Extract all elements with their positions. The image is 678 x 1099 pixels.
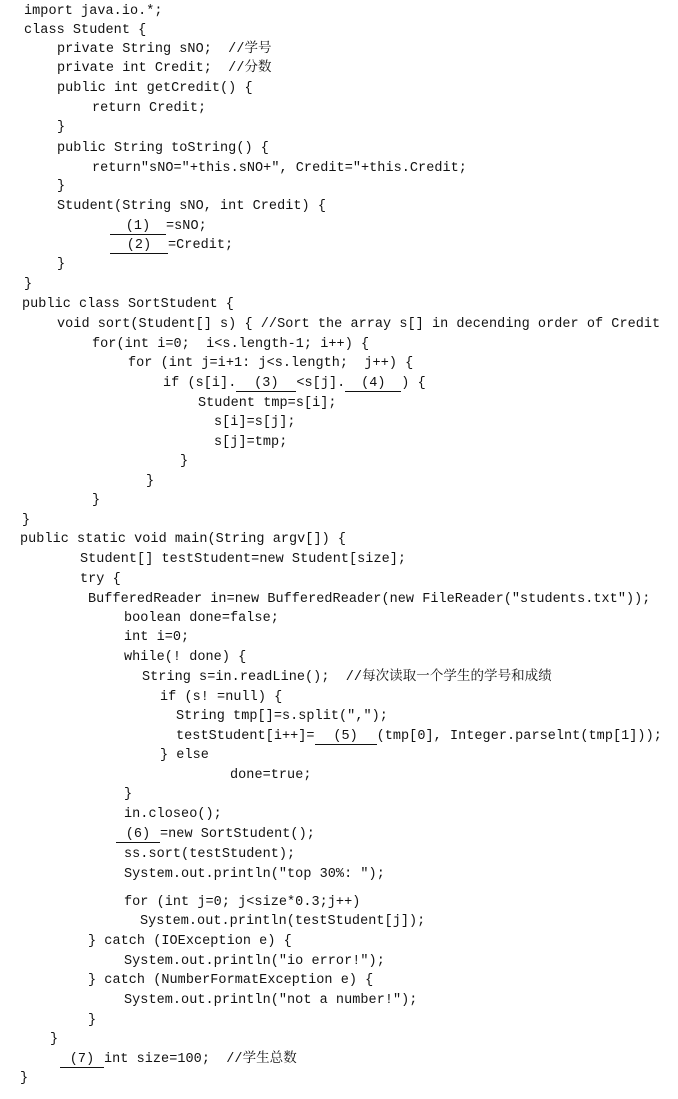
- code-text: System.out.println("top 30%: ");: [124, 867, 385, 882]
- code-line: [92, 160, 467, 178]
- code-text: }: [57, 257, 66, 272]
- code-line: [88, 972, 373, 990]
- code-text: =sNO;: [166, 219, 207, 234]
- code-line: [124, 953, 385, 971]
- code-line: [124, 894, 360, 912]
- code-line: [22, 296, 234, 314]
- code-text: import java.io.*;: [24, 4, 163, 19]
- code-line: [160, 747, 209, 765]
- code-line: [142, 669, 552, 687]
- code-line: [80, 571, 121, 589]
- code-line: [124, 786, 132, 804]
- fill-in-blank: (7): [60, 1052, 104, 1068]
- code-text: for (int j=i+1: j<s.length; j++) {: [128, 356, 414, 371]
- code-text: int size=100; //学生总数: [104, 1052, 297, 1067]
- code-line: [124, 992, 417, 1010]
- code-line: [57, 41, 272, 59]
- code-line: [230, 767, 312, 785]
- code-line: [24, 22, 146, 40]
- code-line: [214, 434, 287, 452]
- code-line: [116, 826, 315, 844]
- code-line: [110, 237, 233, 255]
- code-text: s[j]=tmp;: [214, 435, 288, 450]
- code-text: System.out.println("not a number!");: [124, 993, 418, 1008]
- code-text: }: [24, 277, 33, 292]
- code-text: done=true;: [230, 768, 312, 783]
- code-text: private int Credit; //分数: [57, 61, 272, 76]
- code-text: }: [88, 1013, 97, 1028]
- code-line: [88, 591, 650, 609]
- code-text: if (s[i].: [163, 376, 237, 391]
- code-text: private String sNO; //学号: [57, 42, 272, 57]
- code-line: [92, 336, 369, 354]
- code-text: System.out.println(testStudent[j]);: [140, 914, 426, 929]
- code-line: [92, 100, 206, 118]
- code-line: [57, 256, 65, 274]
- code-text: while(! done) {: [124, 650, 247, 665]
- code-line: [110, 218, 207, 236]
- code-line: [124, 846, 295, 864]
- code-line: [57, 60, 272, 78]
- code-text: System.out.println("io error!");: [124, 954, 385, 969]
- fill-in-blank: (6): [116, 827, 160, 843]
- code-text: String s=in.readLine(); //每次读取一个学生的学号和成绩: [142, 670, 552, 685]
- code-text: }: [124, 787, 133, 802]
- code-text: ss.sort(testStudent);: [124, 847, 296, 862]
- code-line: [57, 119, 65, 137]
- code-text: }: [22, 513, 31, 528]
- fill-in-blank: (4): [345, 376, 401, 392]
- code-line: [92, 492, 100, 510]
- code-text: public static void main(String argv[]) {: [20, 532, 347, 547]
- code-text: s[i]=s[j];: [214, 415, 296, 430]
- code-line: [128, 355, 413, 373]
- code-line: [80, 551, 406, 569]
- code-text: }: [92, 493, 101, 508]
- code-line: [124, 629, 189, 647]
- code-text: }: [57, 120, 66, 135]
- code-line: [60, 1051, 297, 1069]
- fill-in-blank: (1): [110, 219, 166, 235]
- code-text: if (s! =null) {: [160, 690, 283, 705]
- code-line: [124, 806, 222, 824]
- code-line: [163, 375, 426, 393]
- code-text: return"sNO="+this.sNO+", Credit="+this.Credit;: [92, 161, 467, 176]
- code-text: } else: [160, 748, 209, 763]
- code-line: [20, 1070, 28, 1088]
- code-line: [20, 531, 346, 549]
- code-text: for (int j=0; j<size*0.3;j++): [124, 895, 361, 910]
- code-line: [124, 610, 279, 628]
- code-text: testStudent[i++]=: [176, 729, 315, 744]
- code-line: [57, 316, 660, 334]
- code-line: [180, 453, 188, 471]
- code-text: }: [50, 1032, 59, 1047]
- code-text: boolean done=false;: [124, 611, 279, 626]
- code-text: }: [57, 179, 66, 194]
- code-line: [176, 708, 388, 726]
- code-text: =new SortStudent();: [160, 827, 315, 842]
- code-text: } catch (IOException e) {: [88, 934, 292, 949]
- fill-in-blank: (5): [315, 729, 377, 745]
- code-text: String tmp[]=s.split(",");: [176, 709, 388, 724]
- code-line: [24, 276, 32, 294]
- code-text: } catch (NumberFormatException e) {: [88, 973, 374, 988]
- code-text: ) {: [401, 376, 426, 391]
- code-text: (tmp[0], Integer.parselnt(tmp[1]));: [376, 729, 662, 744]
- code-text: <s[j].: [296, 376, 346, 391]
- code-line: [176, 728, 662, 746]
- code-line: [160, 689, 282, 707]
- code-text: int i=0;: [124, 630, 190, 645]
- code-text: return Credit;: [92, 101, 207, 116]
- code-text: Student[] testStudent=new Student[size];: [80, 552, 407, 567]
- fill-in-blank: (2): [110, 238, 168, 254]
- code-text: void sort(Student[] s) { //Sort the array s[] in decending order of Credit: [57, 317, 661, 332]
- code-text: public String toString() {: [57, 141, 269, 156]
- code-line: [57, 198, 326, 216]
- code-line: [214, 414, 296, 432]
- code-line: [198, 395, 337, 413]
- code-line: [57, 178, 65, 196]
- code-text: for(int i=0; i<s.length-1; i++) {: [92, 337, 370, 352]
- code-line: [124, 649, 246, 667]
- code-line: [24, 3, 163, 21]
- code-text: in.closeo();: [124, 807, 222, 822]
- code-text: }: [146, 474, 155, 489]
- code-line: [124, 866, 385, 884]
- code-line: [88, 1012, 96, 1030]
- code-text: Student(String sNO, int Credit) {: [57, 199, 326, 214]
- fill-in-blank: (3): [236, 376, 296, 392]
- code-text: BufferedReader in=new BufferedReader(new FileReader("students.txt"));: [88, 592, 651, 607]
- code-text: try {: [80, 572, 121, 587]
- code-line: [57, 80, 253, 98]
- code-text: }: [180, 454, 189, 469]
- code-text: }: [20, 1071, 29, 1086]
- code-line: [50, 1031, 58, 1049]
- code-text: public class SortStudent {: [22, 297, 234, 312]
- code-text: =Credit;: [168, 238, 234, 253]
- code-line: [88, 933, 292, 951]
- code-text: public int getCredit() {: [57, 81, 253, 96]
- code-text: Student tmp=s[i];: [198, 396, 337, 411]
- code-text: class Student {: [24, 23, 147, 38]
- code-line: [22, 512, 30, 530]
- code-line: [146, 473, 154, 491]
- code-line: [140, 913, 425, 931]
- code-line: [57, 140, 269, 158]
